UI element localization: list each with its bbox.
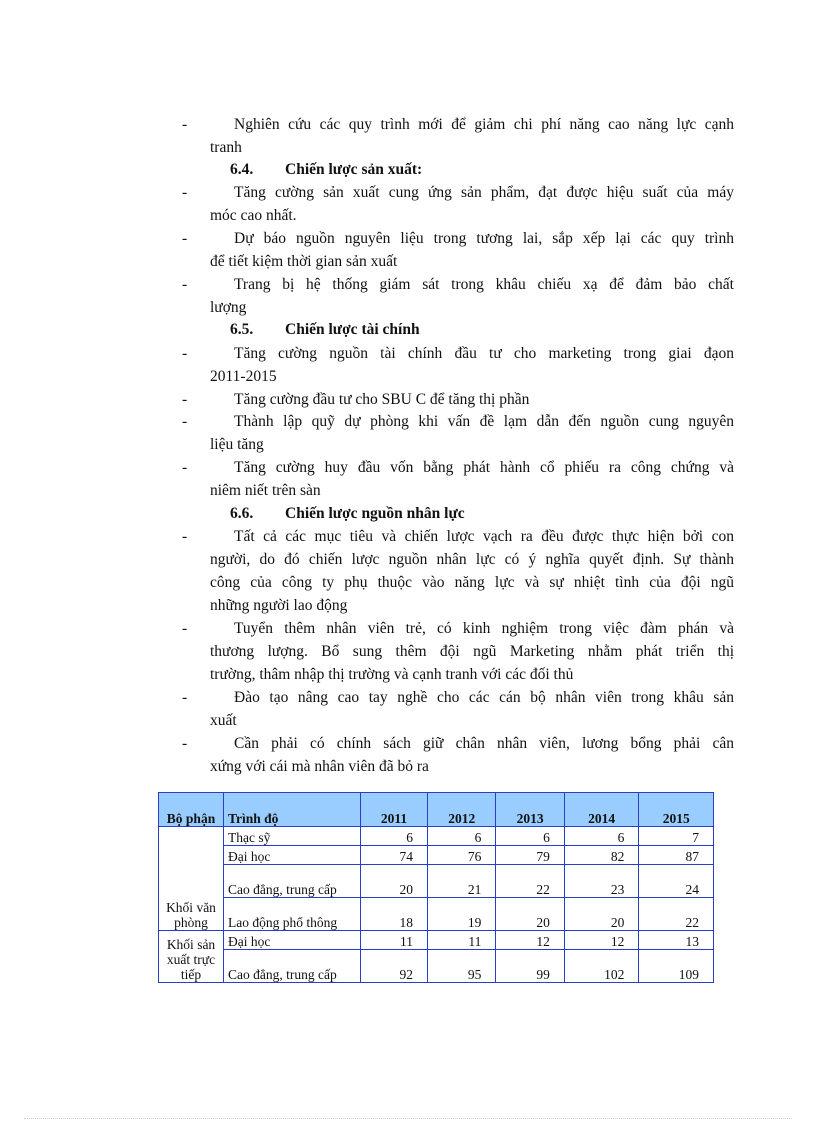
item-line: xứng với cái mà nhân viên đã bỏ ra [210, 758, 429, 775]
item-line: tranh [210, 139, 242, 156]
level-cell: Đại học [224, 931, 361, 950]
value-cell: 6 [428, 827, 496, 846]
item-line: liệu tăng [210, 436, 264, 453]
value-cell: 99 [496, 950, 564, 983]
value-cell: 82 [564, 846, 639, 865]
bullet-dash: - [182, 230, 188, 247]
table-row [159, 827, 714, 846]
item-line: Dự báo nguồn nguyên liệu trong tương lai, sắp xếp lại các quy trình [234, 230, 734, 247]
item-line: xuất [210, 712, 237, 729]
item-line: lượng [210, 299, 247, 316]
bullet-dash: - [182, 459, 188, 476]
value-cell: 20 [361, 865, 428, 898]
table-row [159, 865, 714, 898]
bullet-dash: - [182, 184, 188, 201]
item-line: Tăng cường nguồn tài chính đầu tư cho marketing trong giai đạon [234, 345, 734, 362]
header-level: Trình độ [224, 793, 361, 827]
level-cell: Đại học [224, 846, 361, 865]
level-cell: Cao đẳng, trung cấp [224, 865, 361, 898]
value-cell: 6 [564, 827, 639, 846]
item-line: công của công ty phụ thuộc vào năng lực và sự nhiệt tình của đội ngũ [210, 574, 734, 591]
value-cell: 20 [496, 898, 564, 931]
item-line: Tất cả các mục tiêu và chiến lược vạch ra đều được thực hiện bởi con [234, 528, 734, 545]
value-cell: 18 [361, 898, 428, 931]
item-line: những người lao động [210, 597, 348, 614]
list-item [182, 525, 734, 617]
item-line: Thành lập quỹ dự phòng khi vấn đề lạm dẫn đến nguồn cung nguyên [234, 413, 734, 430]
section-title: Chiến lược sản xuất: [285, 161, 423, 178]
table-row [159, 931, 714, 950]
table-row [159, 846, 714, 865]
header-year: 2011 [361, 793, 428, 827]
value-cell: 13 [639, 931, 714, 950]
value-cell: 21 [428, 865, 496, 898]
value-cell: 95 [428, 950, 496, 983]
section-number: 6.6. [230, 505, 254, 522]
bullet-dash: - [182, 116, 188, 133]
value-cell: 23 [564, 865, 639, 898]
header-year: 2015 [639, 793, 714, 827]
table-header-row [159, 793, 714, 827]
table-row [159, 898, 714, 931]
value-cell: 12 [496, 931, 564, 950]
bullet-dash: - [182, 735, 188, 752]
bullet-dash: - [182, 528, 188, 545]
item-line: Trang bị hệ thống giám sát trong khâu chiếu xạ để đảm bảo chất [234, 276, 734, 293]
level-cell: Cao đẳng, trung cấp [224, 950, 361, 983]
section-title: Chiến lược nguồn nhân lực [285, 505, 465, 522]
value-cell: 102 [564, 950, 639, 983]
footer-divider [24, 1118, 792, 1119]
item-line: Tăng cường sản xuất cung ứng sản phẩm, đạt được hiệu suất của máy [234, 184, 734, 201]
value-cell: 6 [496, 827, 564, 846]
list-item [182, 617, 734, 686]
list-item [182, 113, 734, 159]
item-line: trường, thâm nhập thị trường và cạnh tranh với các đối thủ [210, 666, 574, 683]
value-cell: 87 [639, 846, 714, 865]
bullet-dash: - [182, 345, 188, 362]
value-cell: 7 [639, 827, 714, 846]
item-line: thương lượng. Bổ sung thêm đội ngũ Marketing nhằm phát triển thị [210, 643, 734, 660]
item-line: để tiết kiệm thời gian sản xuất [210, 253, 398, 270]
header-dept: Bộ phận [159, 793, 224, 827]
item-line: Cần phải có chính sách giữ chân nhân viên, lương bổng phải cân [234, 735, 734, 752]
value-cell: 11 [428, 931, 496, 950]
value-cell: 12 [564, 931, 639, 950]
value-cell: 6 [361, 827, 428, 846]
item-line: người, do đó chiến lược nguồn nhân lực có ý nghĩa quyết định. Sự thành [210, 551, 734, 568]
staff-table [158, 792, 714, 983]
value-cell: 109 [639, 950, 714, 983]
value-cell: 11 [361, 931, 428, 950]
list-item [182, 732, 734, 778]
header-year: 2013 [496, 793, 564, 827]
value-cell: 22 [496, 865, 564, 898]
group-cell: Khối sản xuất trực tiếp [159, 931, 224, 983]
item-line: niêm niết trên sàn [210, 482, 321, 499]
list-item [182, 410, 734, 456]
item-line: Tuyển thêm nhân viên trẻ, có kinh nghiệm trong việc đàm phán và [234, 620, 734, 637]
header-year: 2012 [428, 793, 496, 827]
value-cell: 74 [361, 846, 428, 865]
list-item [182, 342, 734, 388]
group-cell: Khối văn phòng [159, 827, 224, 931]
level-cell: Lao động phổ thông [224, 898, 361, 931]
item-line: 2011-2015 [210, 368, 277, 385]
list-item [182, 181, 734, 227]
value-cell: 92 [361, 950, 428, 983]
level-cell: Thạc sỹ [224, 827, 361, 846]
item-line: Tăng cường huy đầu vốn bằng phát hành cổ phiếu ra công chứng và [234, 459, 734, 476]
bullet-dash: - [182, 620, 188, 637]
section-heading [230, 502, 730, 525]
list-item [182, 227, 734, 273]
value-cell: 24 [639, 865, 714, 898]
item-line: Nghiên cứu các quy trình mới để giảm chi phí năng cao năng lực cạnh [234, 116, 734, 133]
bullet-dash: - [182, 413, 188, 430]
list-item [182, 456, 734, 502]
section-heading [230, 158, 730, 181]
section-number: 6.4. [230, 161, 254, 178]
header-year: 2014 [564, 793, 639, 827]
table-row [159, 950, 714, 983]
list-item [182, 388, 734, 411]
section-title: Chiến lược tài chính [285, 321, 420, 338]
value-cell: 76 [428, 846, 496, 865]
item-line: móc cao nhất. [210, 207, 297, 224]
item-line: Tăng cường đầu tư cho SBU C để tăng thị phần [234, 391, 530, 408]
list-item [182, 273, 734, 319]
bullet-dash: - [182, 391, 188, 408]
section-heading [230, 318, 730, 341]
section-number: 6.5. [230, 321, 254, 338]
value-cell: 22 [639, 898, 714, 931]
bullet-dash: - [182, 689, 188, 706]
item-line: Đào tạo nâng cao tay nghề cho các cán bộ nhân viên trong khâu sản [234, 689, 734, 706]
value-cell: 19 [428, 898, 496, 931]
value-cell: 79 [496, 846, 564, 865]
list-item [182, 686, 734, 732]
value-cell: 20 [564, 898, 639, 931]
bullet-dash: - [182, 276, 188, 293]
